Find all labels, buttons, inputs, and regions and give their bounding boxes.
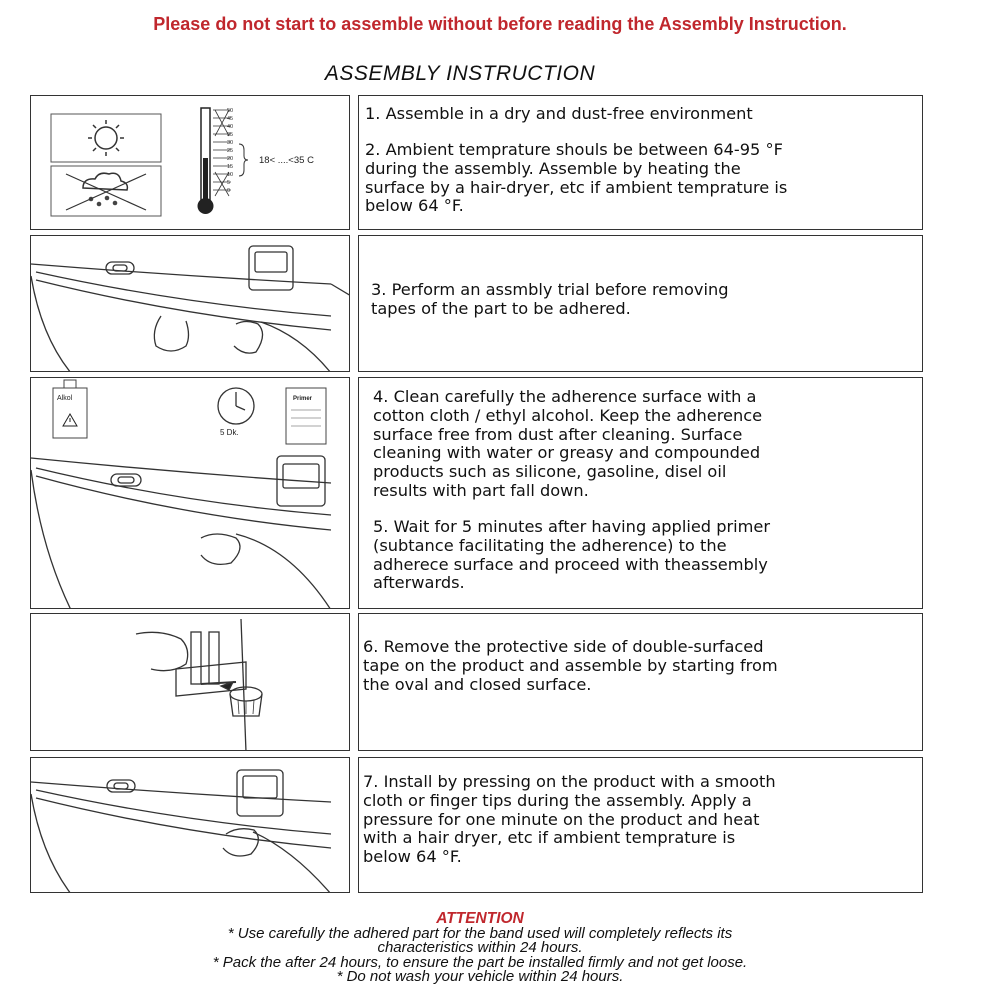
figure-remove-tape bbox=[30, 613, 350, 751]
no-rain-icon bbox=[51, 166, 161, 216]
sun-icon bbox=[51, 114, 161, 162]
step-box-6 bbox=[358, 613, 923, 751]
scale-label: 25 bbox=[227, 148, 234, 154]
step-4-text: 4. Clean carefully the adherence surface with a cotton cloth / ethyl alcohol. Keep the adherence surface free from dust after cleaning. Surface cleaning with water or greasy and compounded products such as silicone, gasoline, disel oil results with part fall down. bbox=[373, 387, 763, 500]
primer-label: Primer bbox=[293, 396, 313, 402]
scale-label: 40 bbox=[227, 124, 234, 130]
attention-line: * Use carefully the adhered part for the band used will completely reflects its bbox=[227, 925, 733, 942]
step-1-text: 1. Assemble in a dry and dust-free environment bbox=[365, 104, 753, 123]
step-box-4-5 bbox=[358, 377, 923, 609]
scale-label: 30 bbox=[227, 140, 234, 146]
timer-icon bbox=[218, 388, 254, 437]
figure-environment bbox=[30, 95, 350, 230]
attention-line: * Pack the after 24 hours, to ensure the part be installed firmly and not get loose. bbox=[212, 954, 748, 971]
figure-cleaning bbox=[30, 377, 350, 609]
timer-label: 5 Dk. bbox=[220, 428, 239, 437]
step-3-text: 3. Perform an assmbly trial before removing tapes of the part to be adhered. bbox=[371, 280, 729, 318]
temperature-range-label: 18< ....<35 C bbox=[259, 155, 314, 166]
car-rear-illustration bbox=[31, 246, 350, 372]
hand-peeling-tape-illustration bbox=[136, 619, 262, 751]
car-rear-illustration bbox=[31, 456, 331, 609]
scale-label: 45 bbox=[227, 116, 234, 122]
attention-line: characteristics within 24 hours. bbox=[377, 939, 583, 956]
scale-label: 5 bbox=[227, 180, 231, 186]
step-box-7 bbox=[358, 757, 923, 893]
scale-label: 15 bbox=[227, 164, 234, 170]
attention-line: * Do not wash your vehicle within 24 hours. bbox=[336, 968, 624, 985]
figure-trial-fit bbox=[30, 235, 350, 372]
page-title: ASSEMBLY INSTRUCTION bbox=[324, 62, 596, 85]
scale-label: 10 bbox=[227, 172, 234, 178]
alcohol-label: Alkol bbox=[57, 395, 73, 402]
warning-banner: Please do not start to assemble without before reading the Assembly Instruction. bbox=[153, 14, 847, 34]
scale-label: 0 bbox=[227, 188, 231, 194]
step-6-text: 6. Remove the protective side of double-surfaced tape on the product and assemble by starting from the oval and closed surface. bbox=[363, 637, 778, 694]
step-5-text: 5. Wait for 5 minutes after having applied primer (subtance facilitating the adherence) to the adherece surface and proceed with theassembly afterwards. bbox=[373, 517, 771, 593]
step-box-1-2 bbox=[358, 95, 923, 230]
figure-install-press bbox=[30, 757, 350, 893]
attention-heading: ATTENTION bbox=[436, 910, 524, 927]
step-box-3 bbox=[358, 235, 923, 372]
step-7-text: 7. Install by pressing on the product with a smooth cloth or finger tips during the assembly. Apply a pressure for one minute on the product and heat with a hair dryer, etc if ambient temprature is below 64 °F. bbox=[363, 772, 776, 867]
primer-sheet-icon bbox=[286, 388, 326, 444]
alcohol-bottle-icon bbox=[53, 380, 87, 438]
scale-label: 35 bbox=[227, 132, 234, 138]
car-rear-illustration bbox=[31, 770, 331, 893]
step-2-text: 2. Ambient temprature shouls be between 64-95 °F during the assembly. Assemble by heating the surface by a hair-dryer, etc if ambient temprature is below 64 °F. bbox=[365, 140, 788, 216]
scale-label: 50 bbox=[227, 108, 234, 114]
thermometer-icon bbox=[198, 108, 315, 214]
scale-label: 20 bbox=[227, 156, 234, 162]
